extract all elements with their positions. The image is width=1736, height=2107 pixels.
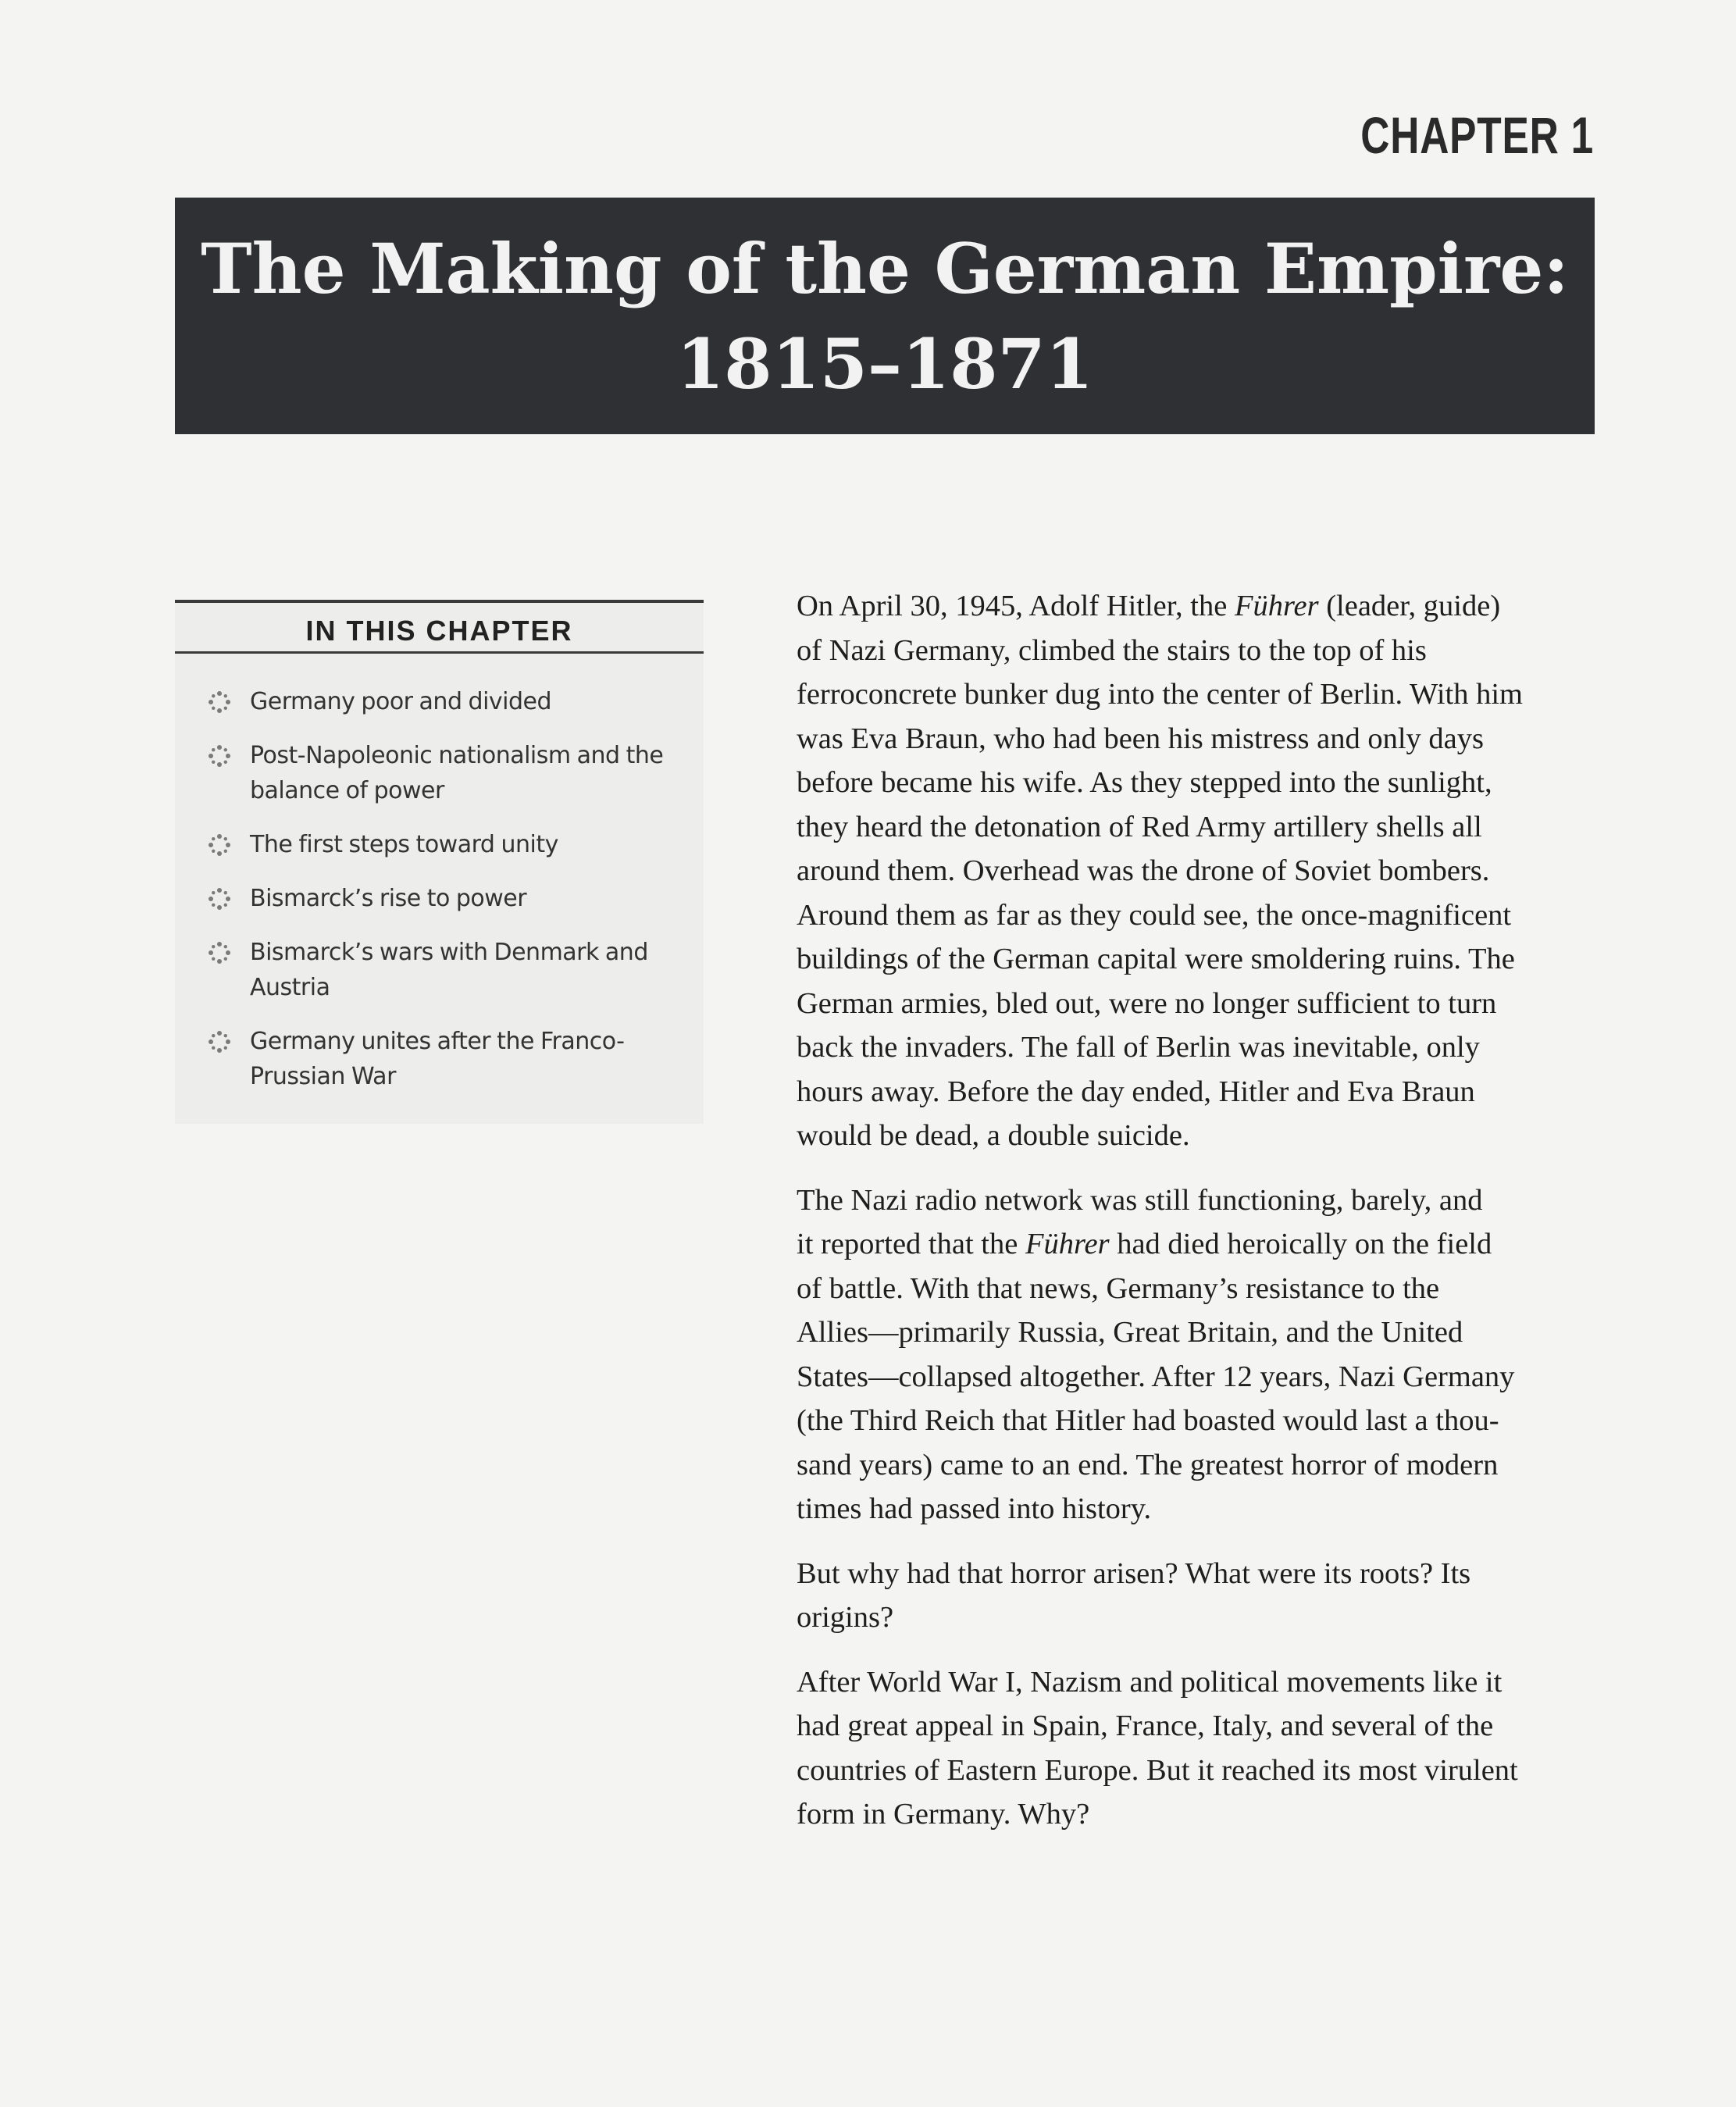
star-ring-icon [206,832,233,858]
text-line: ferroconcrete bunker dug into the center of Berlin. With him [797,678,1523,711]
text-line: times had passed into history. [797,1492,1152,1525]
chapter-topic-text [250,935,648,1005]
text-line: around them. Overhead was the drone of Soviet bombers. [797,854,1490,887]
text-line: (the Third Reich that Hitler had boasted would last a thou- [797,1404,1499,1437]
chapter-title-line-2: 1815–1871 [676,323,1093,405]
star-ring-icon [206,939,233,966]
chapter-topic-item [206,881,675,916]
chapter-topic-text [250,1024,624,1094]
text-line: hours away. Before the day ended, Hitler and Eva Braun [797,1075,1475,1108]
text-line: was Eva Braun, who had been his mistress and only days [797,722,1484,755]
text-line: of battle. With that news, Germany’s resistance to the [797,1271,1440,1305]
text-line: they heard the detonation of Red Army artillery shells all [797,810,1482,843]
text-line: States—collapsed altogether. After 12 years, Nazi Germany [797,1360,1515,1393]
star-ring-icon [206,1029,233,1055]
text-line: German armies, bled out, were no longer sufficient to turn [797,986,1497,1020]
chapter-title-banner [175,198,1595,434]
text-line: before became his wife. As they stepped into the sunlight, [797,766,1492,799]
chapter-topic-line: The first steps toward unity [250,831,558,858]
body-paragraph-1 [797,584,1601,1158]
star-ring-icon [206,743,233,769]
chapter-topic-list [206,684,675,1113]
text-line: had great appeal in Spain, France, Italy, and several of the [797,1709,1494,1742]
chapter-topic-line: Bismarck’s rise to power [250,885,527,912]
body-paragraph-2 [797,1178,1601,1531]
text-line: origins? [797,1601,894,1634]
text-line: would be dead, a double suicide. [797,1119,1190,1152]
text-line: it reported that the Führer had died heroically on the field [797,1228,1492,1260]
chapter-topic-item [206,827,675,862]
chapter-topic-line: Austria [250,974,330,1001]
chapter-topic-line: Prussian War [250,1063,396,1090]
body-paragraph-4 [797,1660,1601,1837]
chapter-topic-text [250,827,558,862]
chapter-topic-text [250,684,551,719]
in-this-chapter-sidebar [175,600,704,1124]
chapter-topic-line: Post-Napoleonic nationalism and the [250,742,664,769]
sidebar-heading: IN THIS CHAPTER [305,615,573,647]
text-line: countries of Eastern Europe. But it reached its most virulent [797,1753,1518,1787]
body-paragraph-3 [797,1552,1601,1640]
chapter-title-line-1: The Making of the German Empire: [201,227,1569,309]
chapter-topic-item [206,935,675,1005]
chapter-topic-item [206,1024,675,1094]
text-line: But why had that horror arisen? What were its roots? Its [797,1556,1471,1590]
chapter-topic-item [206,738,675,808]
chapter-topic-item [206,684,675,719]
star-ring-icon [206,689,233,715]
text-line: After World War I, Nazism and political movements like it [797,1665,1503,1699]
chapter-label: CHAPTER 1 [1360,106,1594,164]
chapter-topic-line: balance of power [250,777,444,804]
text-line: Around them as far as they could see, the once-magnificent [797,898,1512,932]
text-line: The Nazi radio network was still functioning, barely, and [797,1183,1483,1217]
text-line: sand years) came to an end. The greatest horror of modern [797,1448,1499,1481]
text-line: Allies—primarily Russia, Great Britain, and the United [797,1316,1463,1349]
text-line: of Nazi Germany, climbed the stairs to the top of his [797,633,1427,667]
text-line: On April 30, 1945, Adolf Hitler, the Führer (leader, guide) [797,590,1501,622]
sidebar-bottom-rule [175,651,704,654]
chapter-topic-text [250,881,526,916]
text-line: back the invaders. The fall of Berlin was inevitable, only [797,1031,1480,1064]
chapter-body-text [797,584,1601,1857]
star-ring-icon [206,886,233,912]
text-line: buildings of the German capital were smoldering ruins. The [797,943,1515,975]
text-line: form in Germany. Why? [797,1798,1090,1831]
chapter-topic-line: Germany poor and divided [250,688,552,715]
chapter-topic-text [250,738,663,808]
chapter-topic-line: Germany unites after the Franco- [250,1028,625,1055]
sidebar-top-rule [175,600,704,603]
chapter-topic-line: Bismarck’s wars with Denmark and [250,939,648,966]
